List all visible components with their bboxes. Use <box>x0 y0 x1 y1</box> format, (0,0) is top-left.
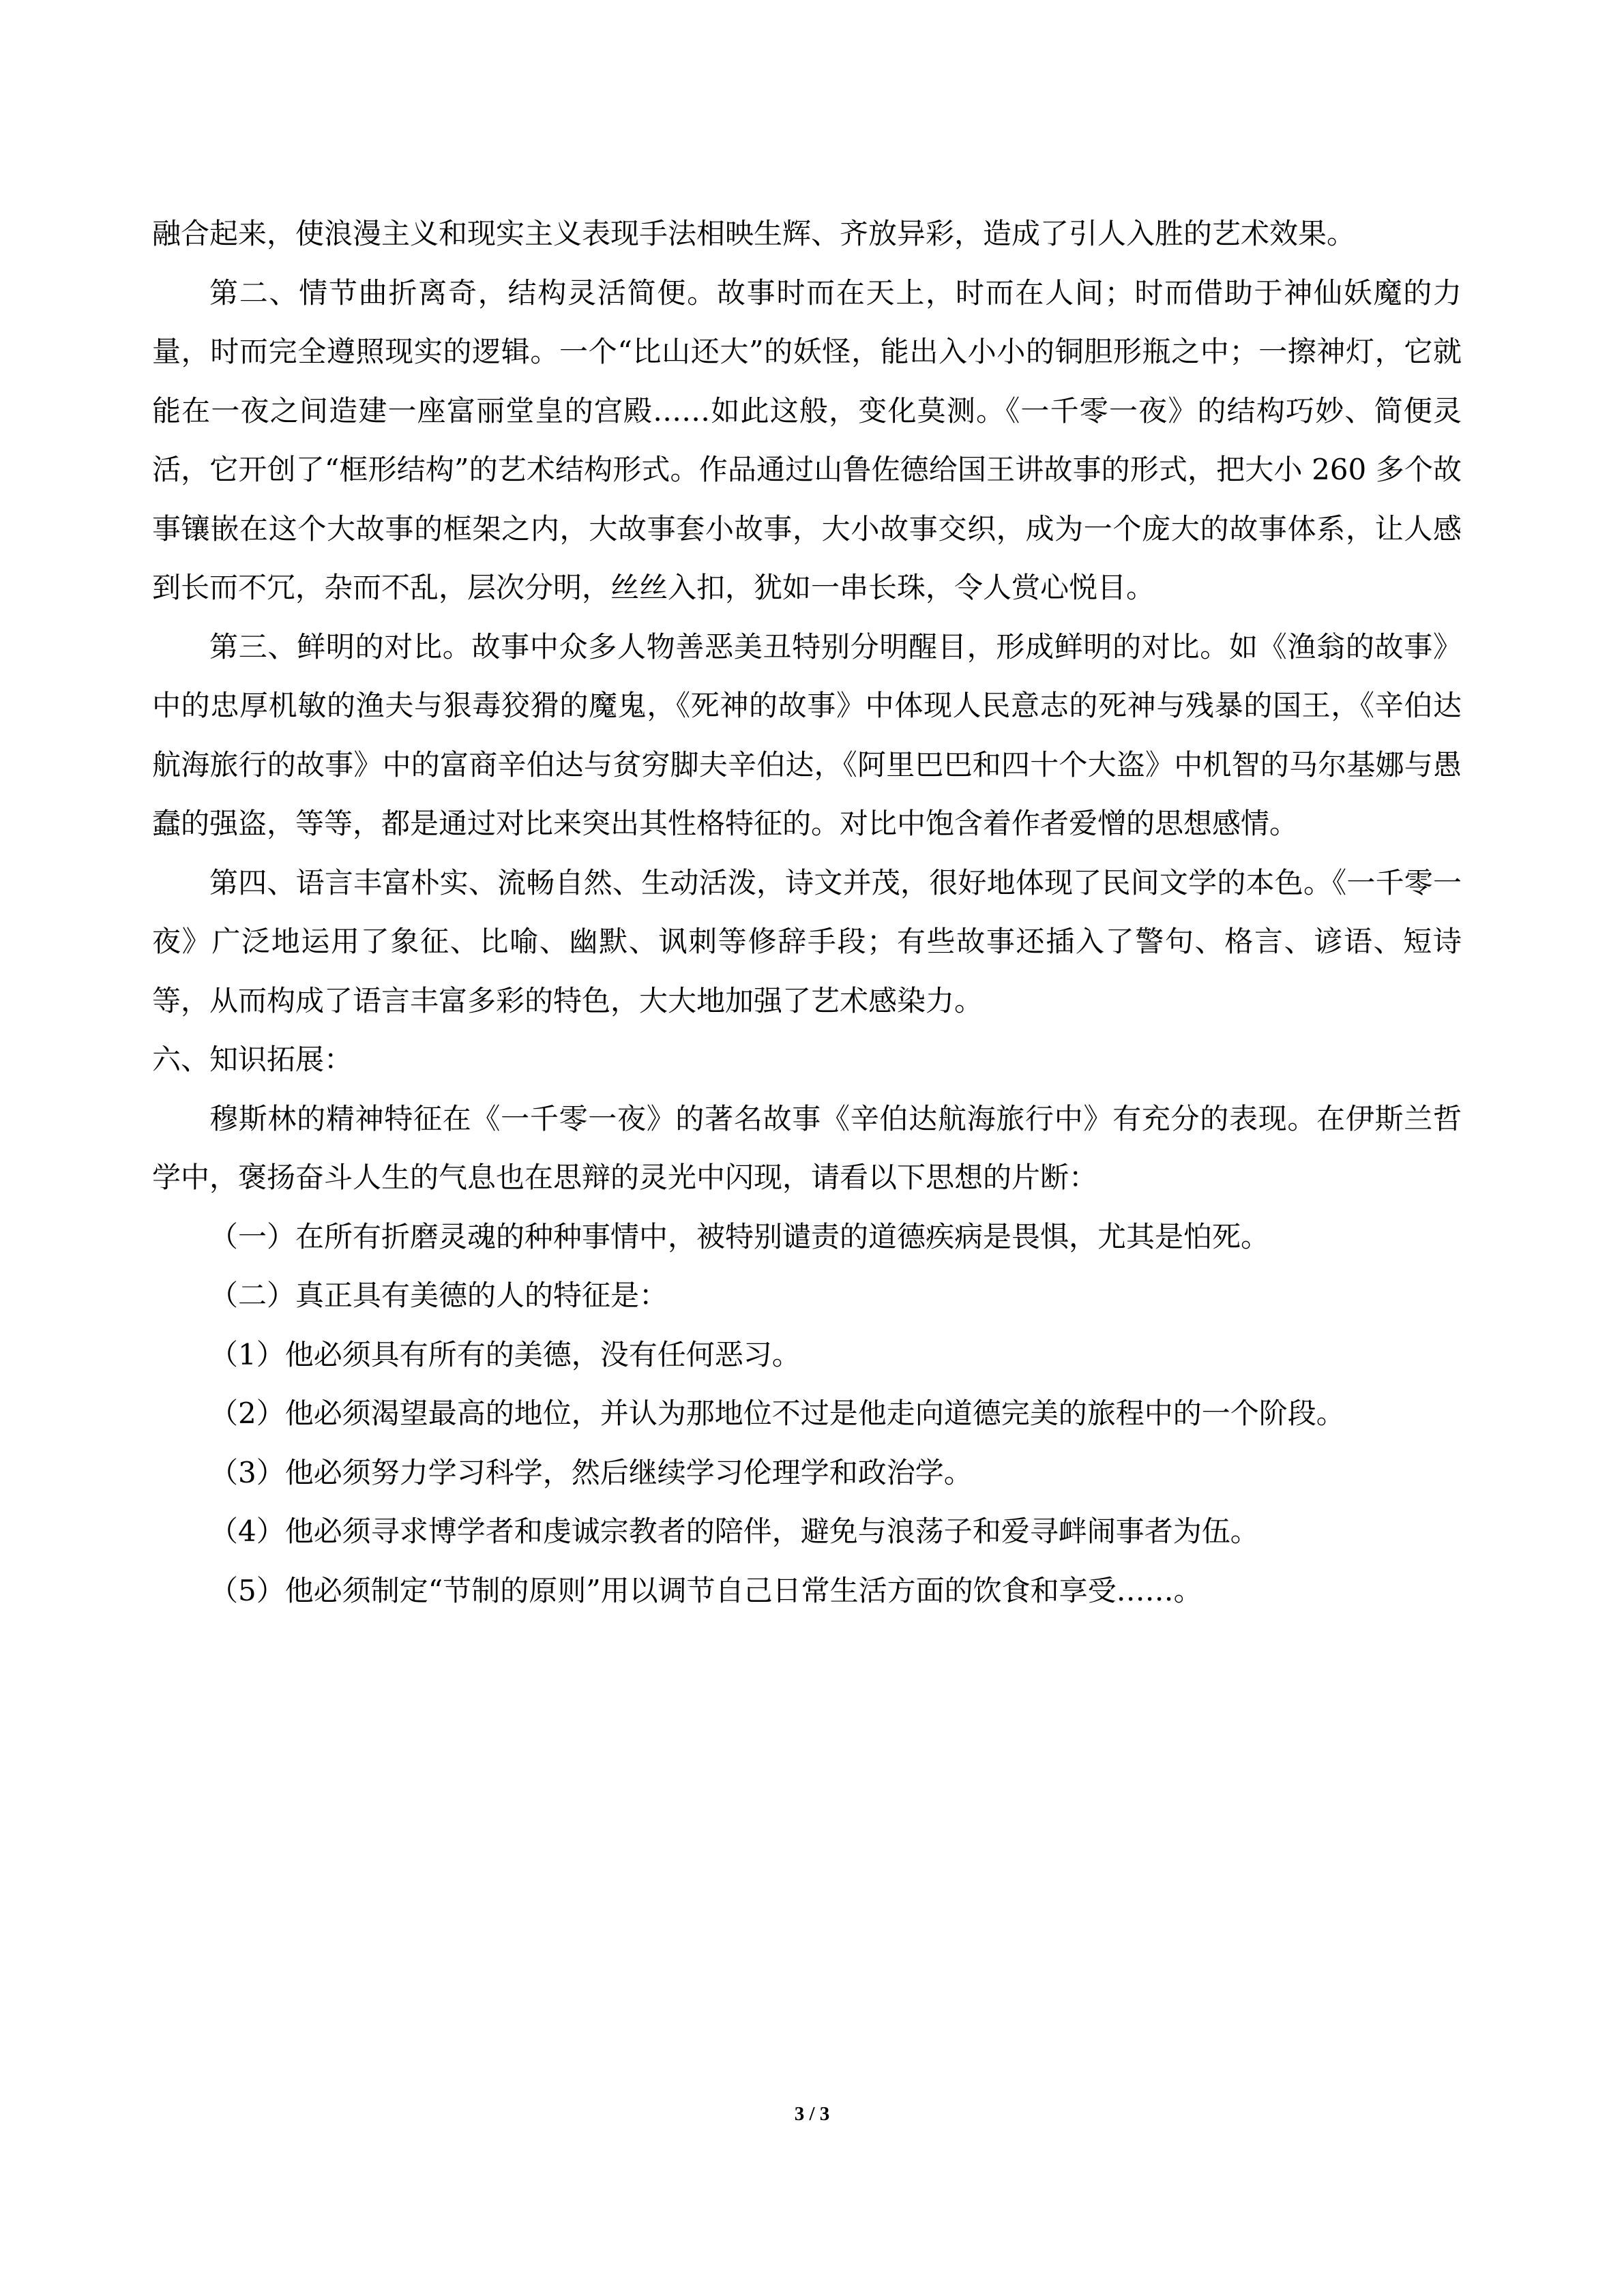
list-item-trait-3: （3）他必须努力学习科学，然后继续学习伦理学和政治学。 <box>209 1455 973 1489</box>
paragraph-continuation: 融合起来，使浪漫主义和现实主义表现手法相映生辉、齐放异彩，造成了引人入胜的艺术效果。 <box>152 217 1356 250</box>
page-number: 3 / 3 <box>794 2103 830 2125</box>
list-item-trait-2: （2）他必须渴望最高的地位，并认为那地位不过是他走向道德完美的旅程中的一个阶段。 <box>209 1397 1345 1430</box>
section-heading-knowledge-extension: 六、知识拓展： <box>152 1043 353 1076</box>
paragraph-language: 第四、语言丰富朴实、流畅自然、生动活泼，诗文并茂，很好地体现了民间文学的本色。《一千零一夜》广泛地运用了象征、比喻、幽默、讽刺等修辞手段；有些故事还插入了警句、格言、谚语、短诗等，从而构成了语言丰富多彩的特色，大大地加强了艺术感染力。 <box>152 865 1462 1017</box>
list-item-fear: （一）在所有折磨灵魂的种种事情中，被特别谴责的道德疾病是畏惧，尤其是怕死。 <box>209 1219 1270 1253</box>
paragraph-contrast: 第三、鲜明的对比。故事中众多人物善恶美丑特别分明醒目，形成鲜明的对比。如《渔翁的故事》中的忠厚机敏的渔夫与狠毒狡猾的魔鬼，《死神的故事》中体现人民意志的死神与残暴的国王，《辛伯达航海旅行的故事》中的富商辛伯达与贫穷脚夫辛伯达，《阿里巴巴和四十个大盗》中机智的马尔基娜与愚蠢的强盗，等等，都是通过对比来突出其性格特征的。对比中饱含着作者爱憎的思想感情。 <box>152 629 1462 840</box>
list-item-virtue-traits: （二）真正具有美德的人的特征是： <box>209 1279 668 1312</box>
paragraph-plot-structure: 第二、情节曲折离奇，结构灵活简便。故事时而在天上，时而在人间；时而借助于神仙妖魔的力量，时而完全遵照现实的逻辑。一个“比山还大”的妖怪，能出入小小的铜胆形瓶之中；一擦神灯，它就能在一夜之间造建一座富丽堂皇的宫殿……如此这般，变化莫测。《一千零一夜》的结构巧妙、简便灵活，它开创了“框形结构”的艺术结构形式。作品通过山鲁佐德给国王讲故事的形式，把大小 260 多个故事镶嵌在这个大故事的框架之内，大故事套小故事，大小故事交织，成为一个庞大的故事体系，让人感到长而不冗，杂而不乱，层次分明，丝丝入扣，犹如一串长珠，令人赏心悦目。 <box>152 275 1462 604</box>
paragraph-muslim-spirit: 穆斯林的精神特征在《一千零一夜》的著名故事《辛伯达航海旅行中》有充分的表现。在伊斯兰哲学中，褒扬奋斗人生的气息也在思辩的灵光中闪现，请看以下思想的片断： <box>152 1101 1462 1194</box>
list-item-trait-4: （4）他必须寻求博学者和虔诚宗教者的陪伴，避免与浪荡子和爱寻衅闹事者为伍。 <box>209 1515 1259 1548</box>
document-body <box>152 205 1462 1620</box>
list-item-trait-1: （1）他必须具有所有的美德，没有任何恶习。 <box>209 1337 801 1371</box>
list-item-trait-5: （5）他必须制定“节制的原则”用以调节自己日常生活方面的饮食和享受……。 <box>209 1573 1202 1607</box>
